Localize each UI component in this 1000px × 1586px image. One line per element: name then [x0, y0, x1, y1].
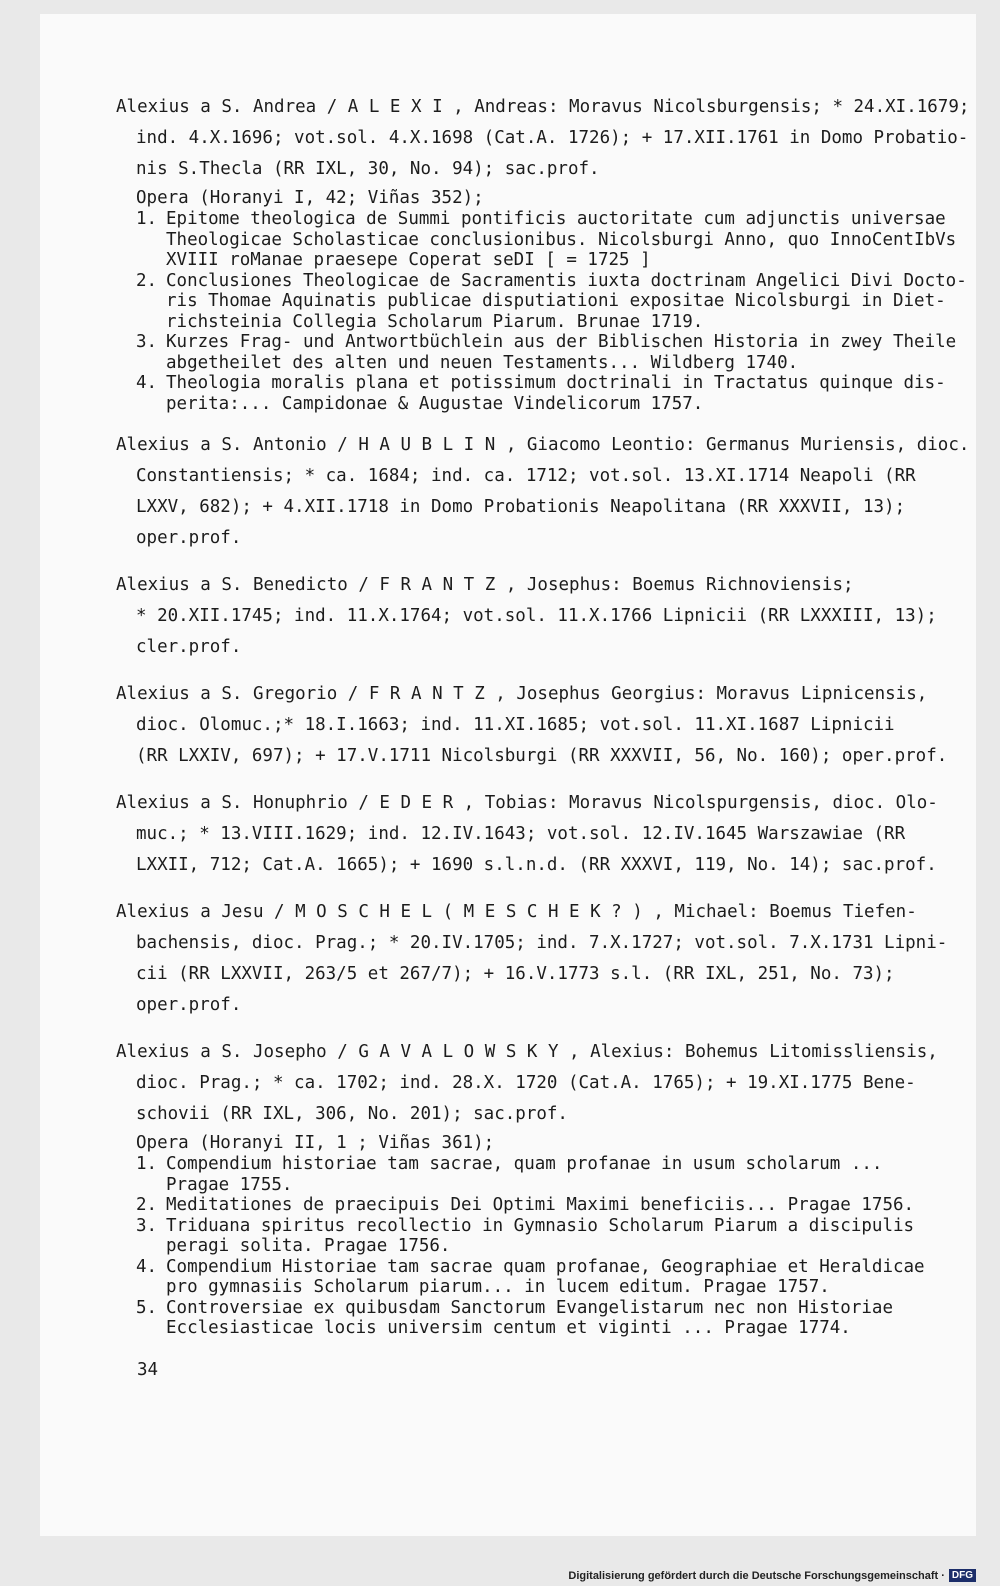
work-line: peragi solita. Pragae 1756.	[166, 1236, 451, 1256]
work-line: XVIII roManae praesepe Coperat seDI [ = 1725 ]	[166, 250, 651, 270]
work-item	[136, 332, 957, 373]
footer-text: Digitalisierung gefördert durch die Deutsche Forschungsgemeinschaft ·	[568, 1569, 945, 1582]
work-item	[136, 1298, 952, 1339]
work-item	[136, 1154, 952, 1195]
entry-line: LXXV, 682); + 4.XII.1718 in Domo Probationis Neapolitana (RR XXXVII, 13);	[136, 497, 906, 517]
entry-alexius-a-s-andrea	[116, 92, 970, 414]
entry-alexius-a-s-honuphrio	[116, 788, 952, 881]
work-line: Triduana spiritus recollectio in Gymnasio Scholarum Piarum a discipulis	[166, 1215, 915, 1236]
entry-line: muc.; * 13.VIII.1629; ind. 12.IV.1643; vot.sol. 12.IV.1645 Warszawiae (RR	[136, 824, 906, 844]
entry-alexius-a-s-benedicto	[116, 570, 952, 663]
work-number: 5.	[136, 1297, 158, 1318]
entry-line: nis S.Thecla (RR IXL, 30, No. 94); sac.prof.	[136, 159, 600, 179]
entry-line: Alexius a S. Honuphrio / E D E R , Tobias: Moravus Nicolspurgensis, dioc. Olo-	[116, 793, 938, 813]
work-line: Meditationes de praecipuis Dei Optimi Maximi beneficiis... Pragae 1756.	[166, 1195, 915, 1215]
work-line: richsteinia Collegia Scholarum Piarum. Brunae 1719.	[166, 311, 704, 332]
work-line: Ecclesiasticae locis universim centum et viginti ... Pragae 1774.	[166, 1318, 851, 1338]
entry-alexius-a-s-antonio	[116, 430, 970, 554]
footer-credit	[568, 1569, 976, 1582]
work-line: abgetheilet des alten und neuen Testaments... Wildberg 1740.	[166, 352, 799, 373]
entries-list	[116, 92, 970, 1355]
work-item	[136, 1257, 952, 1298]
work-item	[136, 270, 967, 333]
entry-line: Constantiensis; * ca. 1684; ind. ca. 1712; vot.sol. 13.XI.1714 Neapoli (RR	[136, 466, 916, 486]
work-line: Epitome theologica de Summi pontificis auctoritate cum adjunctis universae	[166, 209, 946, 229]
work-item	[136, 373, 952, 414]
work-line: pro gymnasiis Scholarum piarum... in lucem editum. Pragae 1757.	[166, 1277, 830, 1297]
opera-heading: Opera (Horanyi I, 42; Viñas 352);	[136, 188, 484, 208]
entry-line: dioc. Prag.; * ca. 1702; ind. 28.X. 1720 (Cat.A. 1765); + 19.XI.1775 Bene-	[136, 1073, 916, 1093]
entry-line: Alexius a S. Gregorio / F R A N T Z , Josephus Georgius: Moravus Lipnicensis,	[116, 684, 928, 704]
entry-line: Alexius a Jesu / M O S C H E L ( M E S C H E K ? ) , Michael: Boemus Tiefen-	[116, 902, 917, 922]
work-number: 4.	[136, 1256, 158, 1277]
entry-line: schovii (RR IXL, 306, No. 201); sac.prof.	[136, 1104, 568, 1124]
work-line: ris Thomae Aquinatis publicae disputiationi expositae Nicolsburgi in Diet-	[166, 291, 946, 311]
entry-line: bachensis, dioc. Prag.; * 20.IV.1705; ind. 7.X.1727; vot.sol. 7.X.1731 Lipni-	[136, 933, 948, 953]
work-line: Conclusiones Theologicae de Sacramentis iuxta doctrinam Angelici Divi Docto-	[166, 270, 967, 291]
work-number: 3.	[136, 1215, 158, 1236]
entry-alexius-a-s-gregorio	[116, 679, 952, 772]
work-line: perita:... Campidonae & Augustae Vindelicorum 1757.	[166, 393, 704, 414]
work-item	[136, 1216, 952, 1257]
work-line: Theologia moralis plana et potissimum doctrinali in Tractatus quinque dis-	[166, 373, 946, 393]
work-number: 2.	[136, 270, 158, 291]
work-line: Kurzes Frag- und Antwortbüchlein aus der Biblischen Historia in zwey Theile	[166, 332, 957, 352]
entry-line: (RR LXXIV, 697); + 17.V.1711 Nicolsburgi (RR XXXVII, 56, No. 160); oper.prof.	[136, 746, 948, 766]
work-line: Pragae 1755.	[166, 1174, 293, 1195]
entry-line: Alexius a S. Antonio / H A U B L I N , Giacomo Leontio: Germanus Muriensis, dioc.	[116, 435, 970, 455]
opera-heading: Opera (Horanyi II, 1 ; Viñas 361);	[136, 1133, 495, 1153]
entry-alexius-a-jesu	[116, 897, 952, 1021]
work-line: Compendium Historiae tam sacrae quam profanae, Geographiae et Heraldicae	[166, 1256, 925, 1277]
works-list	[116, 209, 967, 414]
entry-line: dioc. Olomuc.;* 18.I.1663; ind. 11.XI.1685; vot.sol. 11.XI.1687 Lipnicii	[136, 715, 895, 735]
work-number: 1.	[136, 209, 158, 229]
entry-alexius-a-s-josepho	[116, 1037, 952, 1339]
work-number: 4.	[136, 373, 158, 393]
entry-line: oper.prof.	[136, 995, 242, 1015]
entry-line: cler.prof.	[136, 637, 242, 657]
entry-line: ind. 4.X.1696; vot.sol. 4.X.1698 (Cat.A. 1726); + 17.XII.1761 in Domo Probatio-	[136, 128, 969, 148]
work-line: Controversiae ex quibusdam Sanctorum Evangelistarum nec non Historiae	[166, 1297, 893, 1318]
works-list	[116, 1154, 952, 1339]
entry-line: LXXII, 712; Cat.A. 1665); + 1690 s.l.n.d. (RR XXXVI, 119, No. 14); sac.prof.	[136, 855, 937, 875]
entry-line: Alexius a S. Andrea / A L E X I , Andreas: Moravus Nicolsburgensis; * 24.XI.1679;	[116, 97, 970, 117]
work-line: Compendium historiae tam sacrae, quam profanae in usum scholarum ...	[166, 1154, 883, 1174]
entry-line: * 20.XII.1745; ind. 11.X.1764; vot.sol. 11.X.1766 Lipnicii (RR LXXXIII, 13);	[136, 606, 937, 626]
entry-line: oper.prof.	[136, 528, 242, 548]
work-number: 3.	[136, 332, 158, 352]
work-item	[136, 209, 957, 271]
work-number: 1.	[136, 1154, 158, 1174]
page-number: 34	[137, 1360, 159, 1380]
entry-line: Alexius a S. Josepho / G A V A L O W S K Y , Alexius: Bohemus Litomissliensis,	[116, 1042, 938, 1062]
dfg-logo: DFG	[949, 1569, 976, 1582]
work-number: 2.	[136, 1195, 158, 1215]
work-line: Theologicae Scholasticae conclusionibus. Nicolsburgi Anno, quo InnoCentIbVs	[166, 229, 957, 250]
entry-line: cii (RR LXXVII, 263/5 et 267/7); + 16.V.1773 s.l. (RR IXL, 251, No. 73);	[136, 964, 895, 984]
entry-line: Alexius a S. Benedicto / F R A N T Z , Josephus: Boemus Richnoviensis;	[116, 575, 854, 595]
work-item	[136, 1195, 952, 1216]
